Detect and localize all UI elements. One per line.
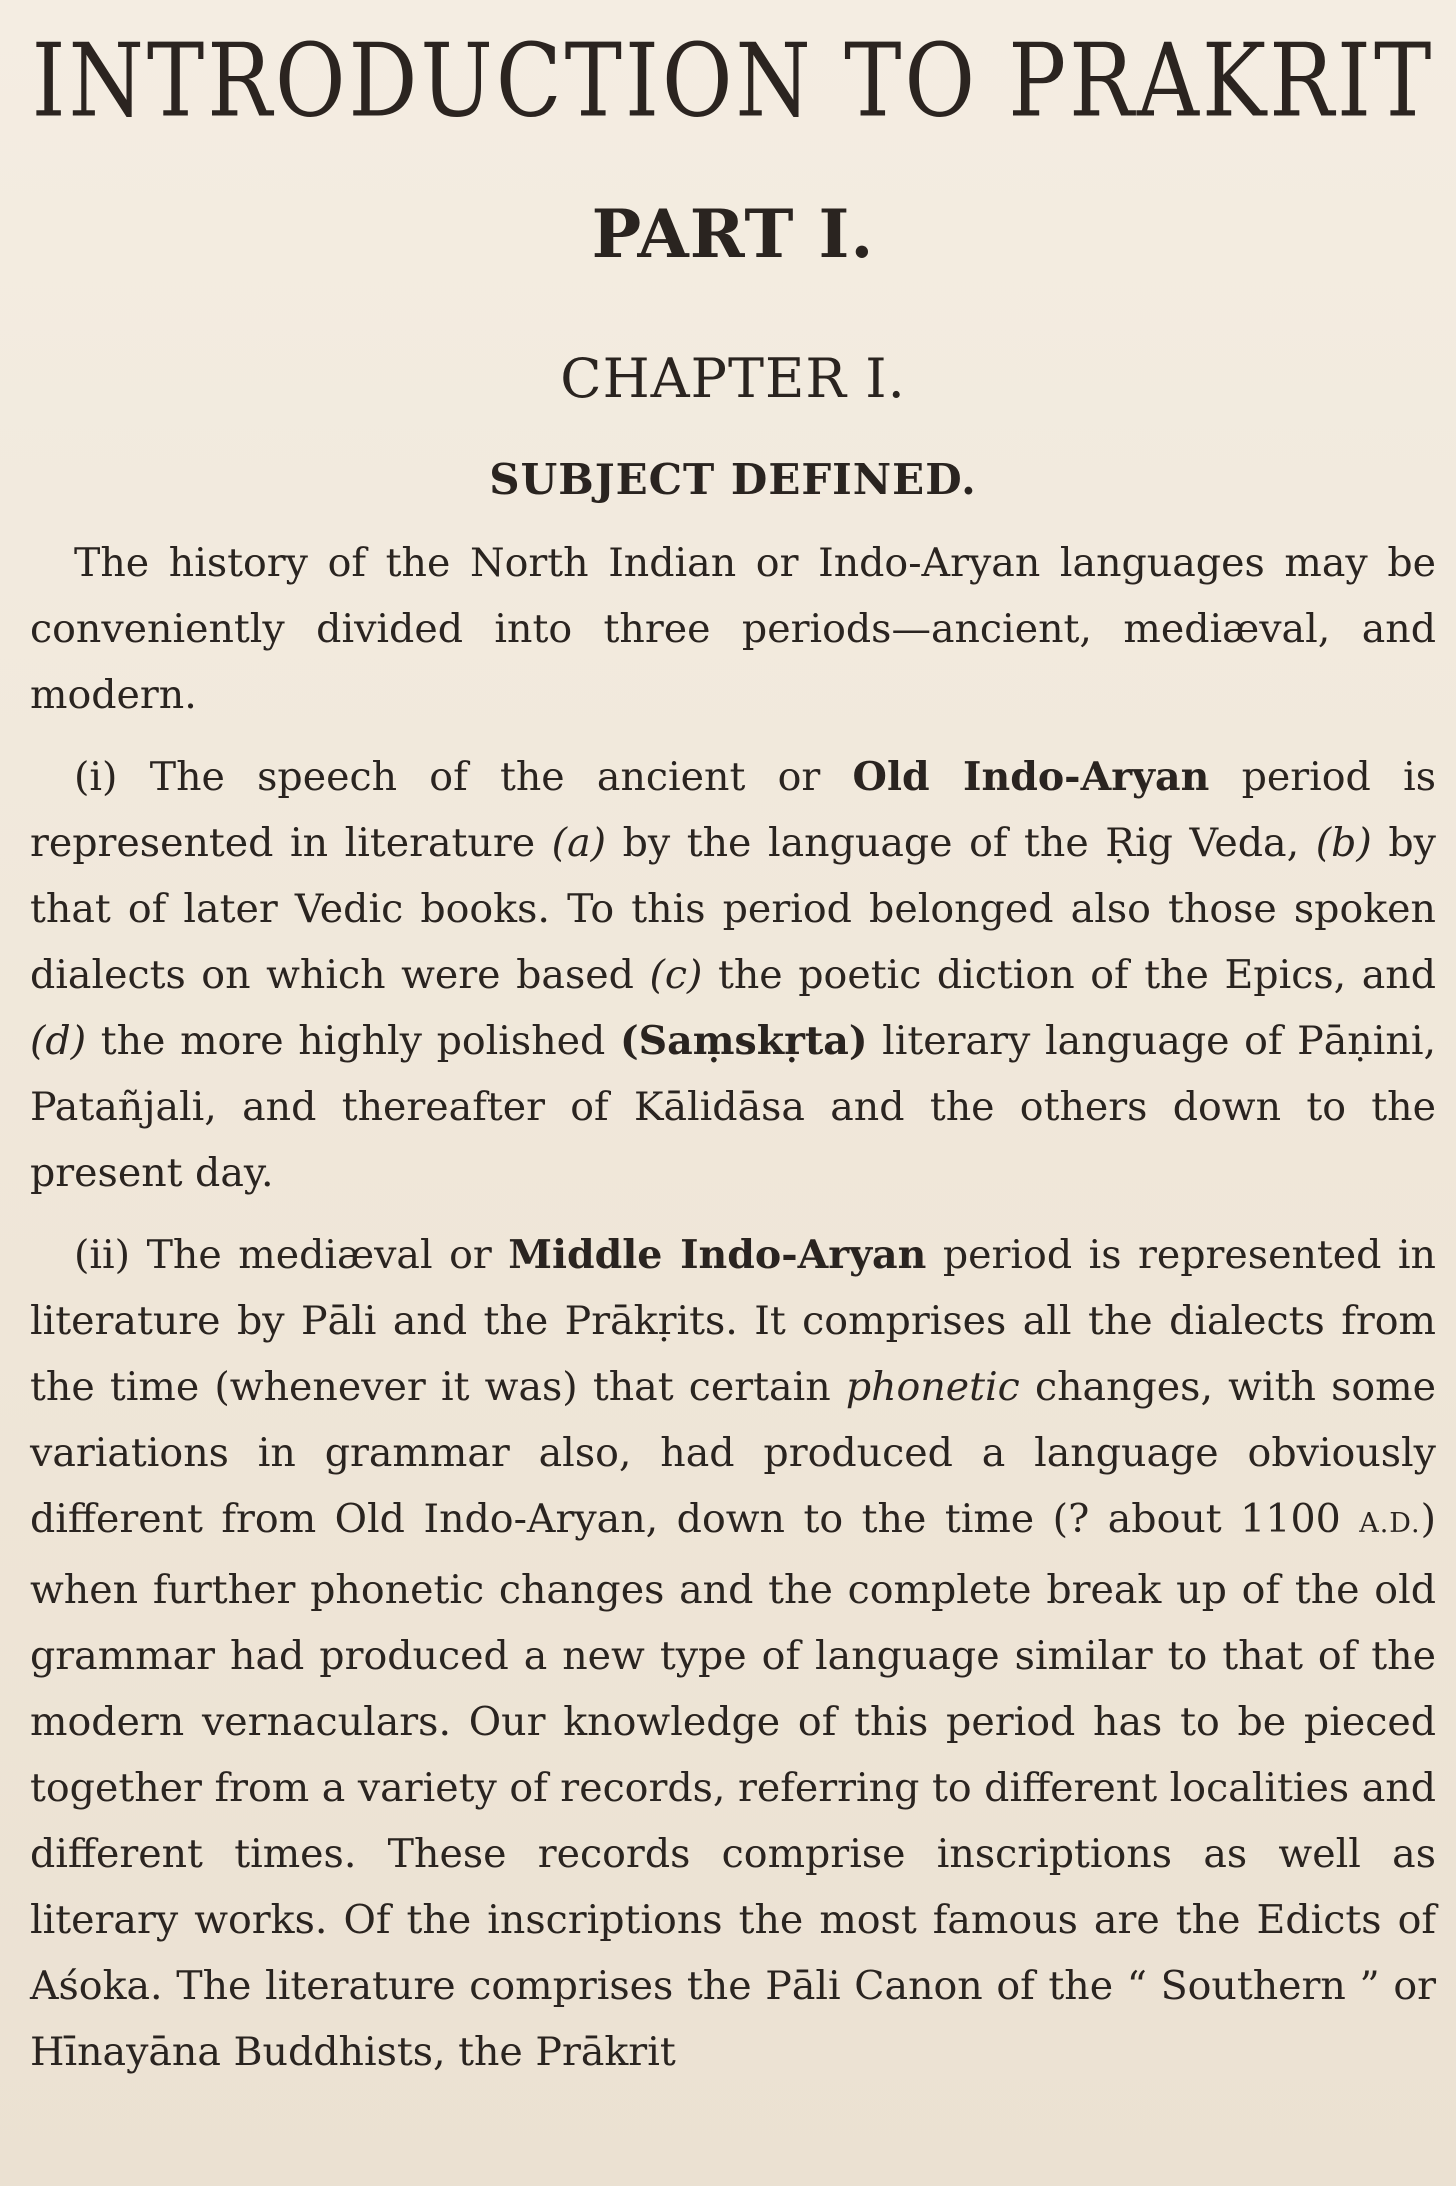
text-run: the more highly polished	[86, 1018, 620, 1064]
term-phonetic: phonetic	[845, 1364, 1020, 1410]
text-run: ) when further phonetic changes and the complete break up of the old grammar had produced a new type of language similar to that of the modern vernaculars. Our knowledge of this period has to be pieced together from a variety of records, referring to different localities and different times. These records comprise inscriptions as well as literary works. Of the inscriptions the most famous are the Edicts of Aśoka. The literature comprises the Pāli Canon of the “ Southern ” or Hīnayāna Buddhists, the Prākrit	[30, 1496, 1436, 2075]
section-heading: SUBJECT DEFINED.	[489, 455, 977, 504]
paragraph-old-indo-aryan	[30, 744, 1436, 1206]
enum-c: (c)	[649, 952, 703, 998]
book-title: INTRODUCTION TO PRAKRIT	[31, 22, 1435, 141]
paragraph-intro	[30, 530, 1436, 728]
text-run: by the language of the Ṛig Veda,	[606, 820, 1316, 866]
part-heading: PART I.	[591, 195, 875, 273]
chapter-heading: CHAPTER I.	[560, 347, 906, 410]
body-text	[30, 530, 1436, 2085]
text-run: (i) The speech of the ancient or	[74, 754, 853, 800]
term-samskrta: (Saṃskṛta)	[619, 1018, 868, 1064]
text-run: period is represented in literature by Pāli and the Prākṛits. It comprises all the dialects from the time (whenever it was) that certain	[30, 1232, 1436, 1410]
paragraph-middle-indo-aryan	[30, 1222, 1436, 2085]
text-run: (ii) The mediæval or	[74, 1232, 509, 1278]
enum-d: (d)	[30, 1018, 87, 1064]
paragraph-intro-text: The history of the North Indian or Indo-Aryan languages may be conveniently divided into three periods—ancient, mediæval, and modern.	[30, 540, 1436, 718]
text-run: changes, with some variations in grammar also, had produced a language obviously different from Old Indo-Aryan, down to the time (? about 1100	[30, 1364, 1436, 1542]
text-run: literary language of Pāṇini, Patañjali, and thereafter of Kālidāsa and the others down to the present day.	[30, 1018, 1437, 1196]
term-old-indo-aryan: Old Indo-Aryan	[852, 754, 1210, 800]
text-run: by that of later Vedic books. To this period belonged also those spoken dialects on which were based	[30, 820, 1436, 998]
era-abbreviation: A.D.	[1359, 1508, 1421, 1539]
enum-b: (b)	[1315, 820, 1372, 866]
text-run: the poetic diction of the Epics, and	[702, 952, 1436, 998]
text-run: period is represented in literature	[30, 754, 1436, 866]
enum-a: (a)	[551, 820, 607, 866]
term-middle-indo-aryan: Middle Indo-Aryan	[508, 1232, 927, 1278]
